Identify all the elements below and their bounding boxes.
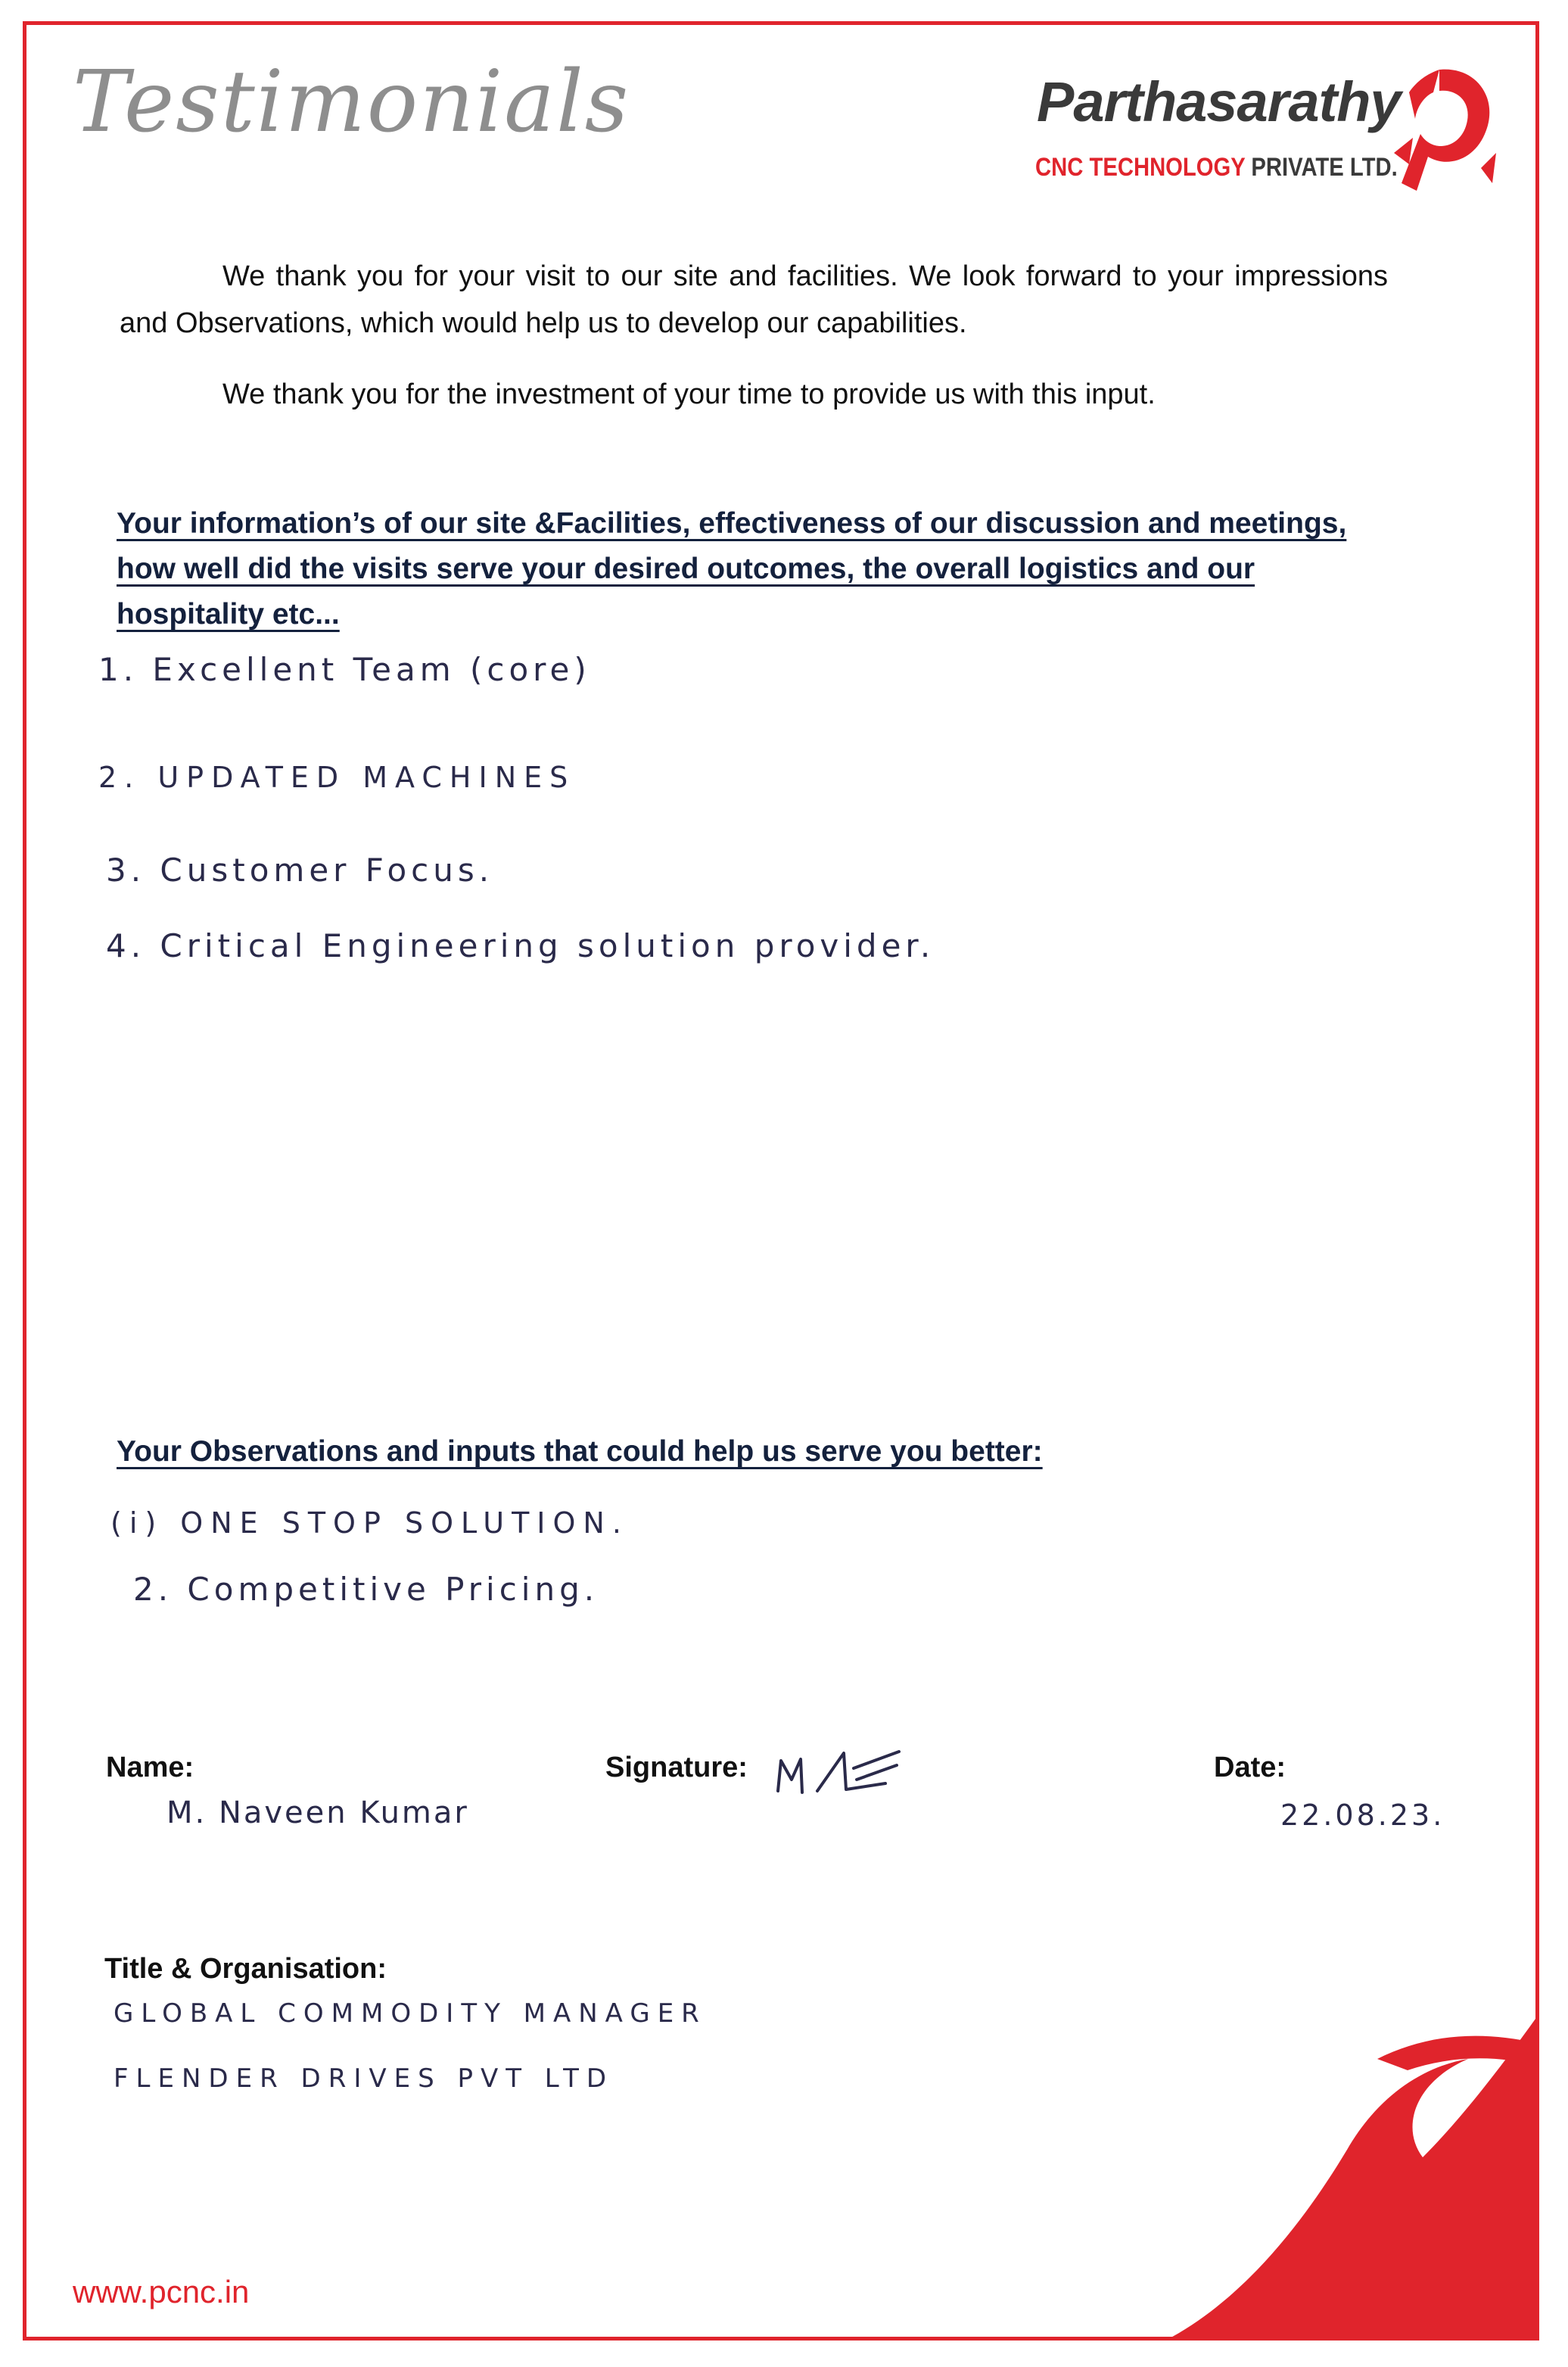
section1-answer-1: 1. Excellent Team (core) bbox=[98, 651, 591, 688]
logo-mark-icon bbox=[1386, 62, 1500, 198]
company-subtitle-rest: PRIVATE LTD. bbox=[1251, 153, 1398, 182]
name-label: Name: bbox=[106, 1752, 194, 1783]
date-value: 22.08.23. bbox=[1280, 1799, 1445, 1832]
section2-answer-2: 2. Competitive Pricing. bbox=[133, 1571, 599, 1608]
section1-answer-4: 4. Critical Engineering solution provider. bbox=[106, 927, 935, 964]
intro-paragraph-2: We thank you for the investment of your time to provide us with this input. bbox=[222, 378, 1156, 410]
company-subtitle bbox=[1035, 153, 1398, 182]
company-subtitle-red: CNC TECHNOLOGY bbox=[1035, 153, 1246, 182]
page-heading: Testimonials bbox=[73, 53, 630, 151]
footer-url: www.pcnc.in bbox=[73, 2274, 250, 2309]
intro-paragraph-1: We thank you for your visit to our site and facilities. We look forward to your impressions and Observations, which would help us to develop our capabilities. bbox=[120, 260, 1388, 339]
decorative-swoosh bbox=[1150, 2014, 1539, 2341]
organisation-value: FLENDER DRIVES PVT LTD bbox=[114, 2063, 614, 2094]
signature-mark bbox=[772, 1738, 908, 1806]
section1-answer-2: 2. UPDATED MACHINES bbox=[98, 761, 576, 794]
title-organisation-label: Title & Organisation: bbox=[104, 1953, 387, 1985]
section1-answer-3: 3. Customer Focus. bbox=[106, 852, 494, 889]
date-label: Date: bbox=[1214, 1752, 1286, 1783]
section1-question: Your information’s of our site &Facilities, effectiveness of our discussion and meetings, how well did the visits serve your desired outcomes, the overall logistics and our hospitality etc... bbox=[117, 507, 1347, 631]
section2-question: Your Observations and inputs that could help us serve you better: bbox=[117, 1435, 1043, 1468]
page-border bbox=[23, 21, 1539, 2341]
company-name: Parthasarathy bbox=[1037, 70, 1401, 133]
section2-answer-1: (i) ONE STOP SOLUTION. bbox=[110, 1506, 629, 1540]
title-value: GLOBAL COMMODITY MANAGER bbox=[114, 1998, 707, 2029]
signature-label: Signature: bbox=[605, 1752, 748, 1783]
company-logo bbox=[1031, 70, 1500, 198]
name-value: M. Naveen Kumar bbox=[166, 1795, 469, 1830]
